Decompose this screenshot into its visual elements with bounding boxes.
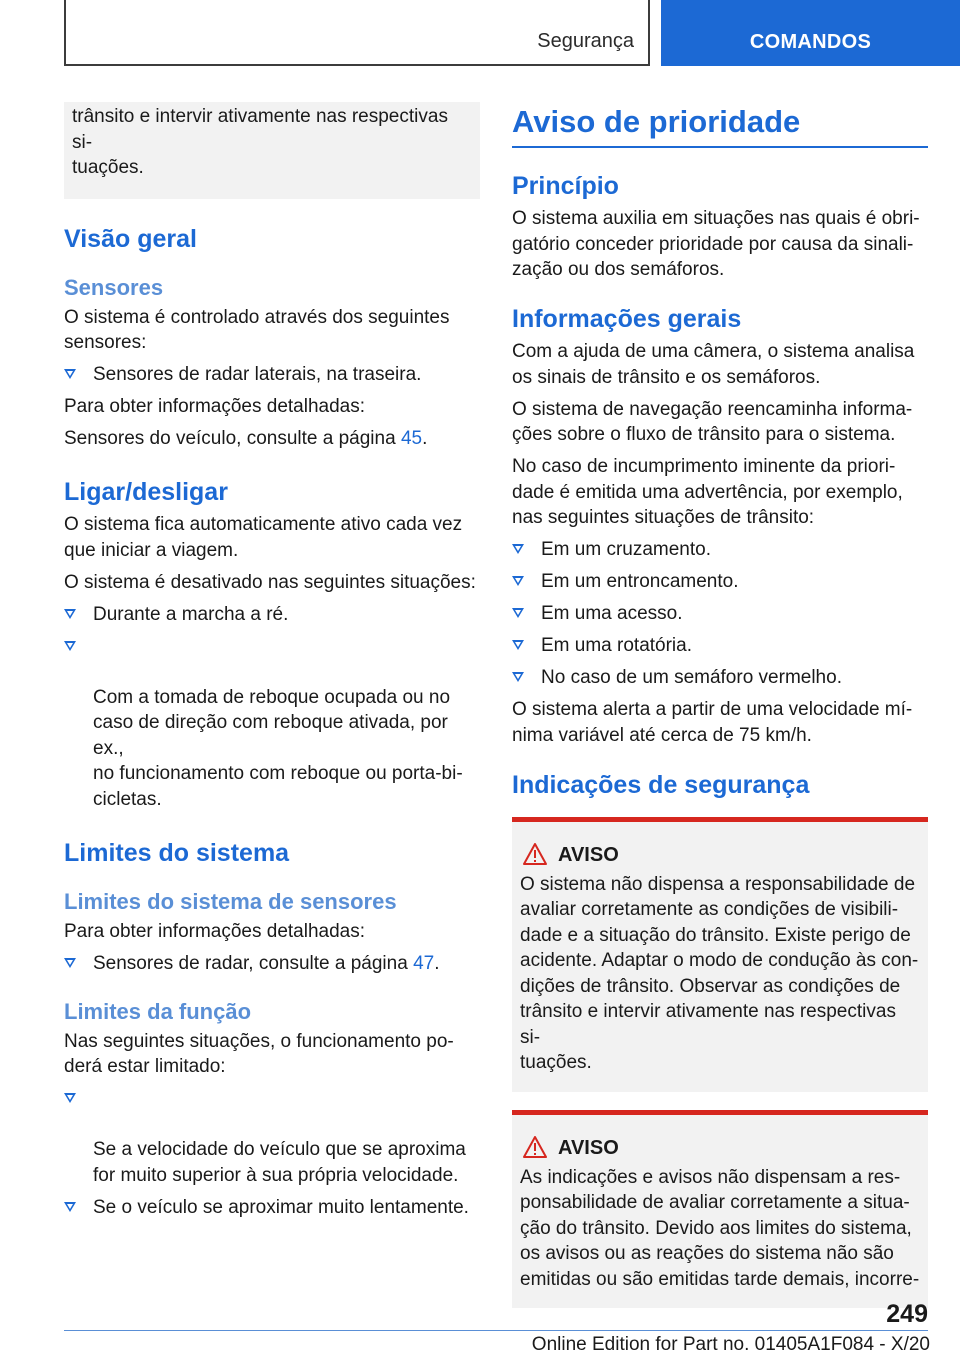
bullet-text: Em um entroncamento. xyxy=(541,571,739,592)
bullet-text: Se a velocidade do veículo que se aproxima for muito superior à sua própria velocidade. xyxy=(93,1139,466,1186)
limites-info-text: Para obter informações detalhadas: xyxy=(64,920,366,942)
principio-text: O sistema auxilia em situações nas quais é obri- gatório conceder prioridade por causa da sinali- zação ou dos semáforos. xyxy=(512,208,920,280)
bullet-text: Sensores de radar, consulte a página xyxy=(93,952,414,974)
warning-box-1 xyxy=(512,817,928,1092)
desativado-text: O sistema é desativado nas seguintes situações: xyxy=(64,571,476,593)
info-gerais-text-2: O sistema de navegação reencaminha informa- ções sobre o fluxo de trânsito para o sistema. xyxy=(512,398,913,445)
list-item xyxy=(64,634,480,813)
bullet-text: Em um cruzamento. xyxy=(541,539,711,560)
triangle-bullet-icon xyxy=(64,641,76,651)
continued-warning-text: trânsito e intervir ativamente nas respectivas si- tuações. xyxy=(72,106,448,178)
warning-title-text: AVISO xyxy=(558,843,619,866)
triangle-bullet-icon xyxy=(512,576,524,586)
alerta-text: O sistema alerta a partir de uma velocidade mí- nima variável até cerca de 75 km/h. xyxy=(512,699,913,746)
bullet-text: Com a tomada de reboque ocupada ou no caso de direção com reboque ativada, por ex., no funcionamento com reboque ou porta-bi- cicletas. xyxy=(93,686,463,810)
reference-text: Sensores do veículo, consulte a página xyxy=(64,428,401,449)
heading-ligar-desligar: Ligar/desligar xyxy=(64,478,228,506)
triangle-bullet-icon xyxy=(64,609,76,619)
main-title: Aviso de prioridade xyxy=(512,104,801,139)
warning-box-2 xyxy=(512,1110,928,1309)
triangle-bullet-icon xyxy=(64,369,76,379)
bullet-text: Se o veículo se aproximar muito lentamente. xyxy=(93,1196,469,1218)
bullet-text: No caso de um semáforo vermelho. xyxy=(541,667,842,688)
warning-title xyxy=(520,842,920,868)
heading-limites-sensores: Limites do sistema de sensores xyxy=(64,888,397,914)
footer-edition: Online Edition for Part no. 01405A1F084 - X/20 xyxy=(531,1334,930,1355)
heading-indicacoes-seguranca: Indicações de segurança xyxy=(512,770,810,799)
page-link-47[interactable]: 47 xyxy=(413,952,435,974)
reference-suffix: . xyxy=(434,952,440,974)
sensores-text: O sistema é controlado através dos seguintes sensores: xyxy=(64,306,450,353)
heading-limites-funcao: Limites da função xyxy=(64,998,252,1024)
info-gerais-text-3: No caso de incumprimento iminente da priori- dade é emitida uma advertência, por exemplo, nas seguintes situações de trânsito: xyxy=(512,456,903,528)
list-item xyxy=(512,569,928,595)
header-tab-label: COMANDOS xyxy=(749,31,872,53)
bullet-text: Em uma rotatória. xyxy=(541,635,692,656)
list-item xyxy=(512,665,928,691)
bullet-text: Em uma acesso. xyxy=(541,603,683,624)
list-item xyxy=(64,951,480,977)
info-gerais-text-1: Com a ajuda de uma câmera, o sistema analisa os sinais de trânsito e os semáforos. xyxy=(512,341,915,388)
reference-suffix: . xyxy=(422,428,428,449)
list-item xyxy=(512,537,928,563)
warning-title xyxy=(520,1135,920,1161)
heading-visao-geral: Visão geral xyxy=(64,224,197,253)
warning-triangle-icon xyxy=(522,1135,548,1159)
header-frame xyxy=(64,0,650,66)
triangle-bullet-icon xyxy=(512,672,524,682)
page-link-45[interactable]: 45 xyxy=(400,428,423,449)
triangle-bullet-icon xyxy=(64,1202,76,1212)
bullet-text: Durante a marcha a ré. xyxy=(93,603,289,625)
sensores-reference xyxy=(64,426,480,452)
heading-informacoes-gerais: Informações gerais xyxy=(512,305,742,333)
triangle-bullet-icon xyxy=(512,640,524,650)
left-column xyxy=(64,102,480,1227)
triangle-bullet-icon xyxy=(64,1093,76,1103)
triangle-bullet-icon xyxy=(512,608,524,618)
warning-text: O sistema não dispensa a responsabilidade de avaliar corretamente as condições de visibili- dade e a situação do trânsito. Existe perigo de acidente. Adaptar o modo de condução às con- dições de trânsito. Observar as condições de trânsito e intervir ativamente nas respectivas si- tuações. xyxy=(520,873,919,1073)
list-item xyxy=(64,602,480,628)
funcao-text: Nas seguintes situações, o funcionamento po- derá estar limitado: xyxy=(64,1030,454,1077)
main-title-block xyxy=(512,102,928,148)
warning-triangle-icon xyxy=(522,842,548,866)
right-column xyxy=(512,102,928,1320)
info-text: Para obter informações detalhadas: xyxy=(64,396,366,417)
list-item xyxy=(512,601,928,627)
heading-principio: Princípio xyxy=(512,172,619,200)
heading-limites-sistema: Limites do sistema xyxy=(64,838,290,867)
bullet-text: Sensores de radar laterais, na traseira. xyxy=(93,364,422,385)
heading-sensores: Sensores xyxy=(64,274,164,300)
header-tab-comandos[interactable] xyxy=(661,0,960,66)
triangle-bullet-icon xyxy=(64,958,76,968)
list-item xyxy=(64,1086,480,1188)
list-item xyxy=(512,633,928,659)
warning-title-text: AVISO xyxy=(558,1136,619,1159)
page-number: 249 xyxy=(886,1300,928,1328)
header-section-title: Segurança xyxy=(537,30,634,52)
list-item xyxy=(64,362,480,388)
list-item xyxy=(64,1195,480,1221)
continued-warning-box xyxy=(64,102,480,199)
footer-divider xyxy=(64,1330,928,1331)
triangle-bullet-icon xyxy=(512,544,524,554)
ligar-text: O sistema fica automaticamente ativo cada vez que iniciar a viagem. xyxy=(64,514,463,561)
warning-text: As indicações e avisos não dispensam a res- ponsabilidade de avaliar corretamente a situa- ção do trânsito. Devido aos limites do sistema, os avisos ou as reações do sistema não são emitidas ou são emitidas tarde demais, incorre- xyxy=(520,1166,920,1290)
